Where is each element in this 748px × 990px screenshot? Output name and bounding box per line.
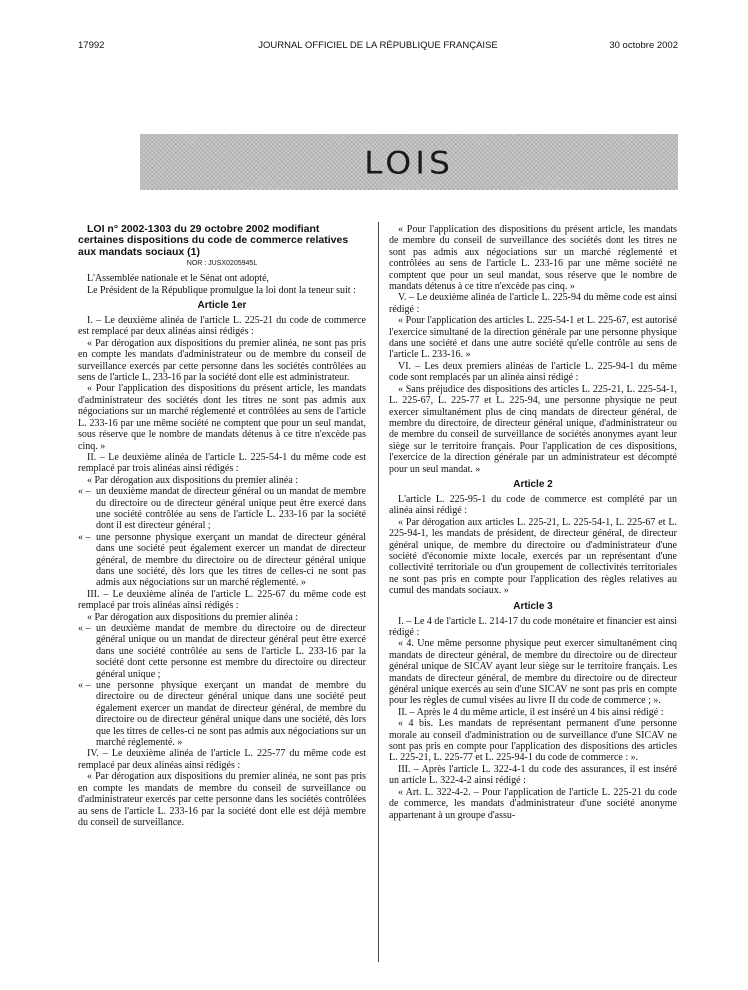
article-heading: Article 3 — [513, 600, 553, 612]
dash-text: un deuxième mandat de membre du directoire ou de directeur général unique ou un mandat de directeur général peut être exercé dans une société contrôlée au sens de l'article L. 233-16 par la société dont cette personne est membre du directoire ou directeur général unique ; — [96, 623, 366, 680]
dash-item — [78, 532, 366, 589]
paragraph: V. – Le deuxième alinéa de l'article L. 225-94 du même code est ainsi rédigé : — [389, 292, 677, 315]
paragraph: II. – Le deuxième alinéa de l'article L. 225-54-1 du même code est remplacé par trois alinéas ainsi rédigés : — [78, 451, 366, 475]
page-number: 17992 — [78, 40, 105, 51]
nor-reference: NOR : JUSX0205945L — [186, 260, 258, 268]
paragraph: « Par dérogation aux articles L. 225-21, L. 225-54-1, L. 225-67 et L. 225-94-1, les mandats de président, de directeur général, de directeur général unique, de membre du directoire ou d'administrateur d'une société d'économie mixte locale, exercés par un représentant d'une collectivité territoriale ou d'un groupement de collectivités territoriales ne sont pas pris en compte pour l'application des règles relatives au cumul des mandats sociaux. » — [389, 516, 677, 597]
dash-marker: « – — [78, 531, 91, 543]
left-column — [78, 224, 366, 960]
paragraph: VI. – Les deux premiers alinéas de l'article L. 225-94-1 du même code sont remplacés par un alinéa ainsi rédigé : — [389, 360, 677, 384]
paragraph: « 4 bis. Les mandats de représentant permanent d'une personne morale au conseil d'administration ou de surveillance d'une SICAV ne sont pas pris en compte pour l'application des dispositions des articles L. 225-21, L. 225-77 et L. 225-94-1 du code de commerce : ». — [389, 718, 677, 764]
running-header — [78, 40, 678, 56]
article-heading: Article 2 — [513, 478, 553, 490]
paragraph: « Par dérogation aux dispositions du premier alinéa, ne sont pas pris en compte les mandats de membre du conseil de surveillance ou d'administrateur exercés par cette personne dans les sociétés contrôlées au sens de l'article L. 233-16 par la société dont elle est déjà membre du conseil de surveillance. — [78, 771, 366, 828]
paragraph: « 4. Une même personne physique peut exercer simultanément cinq mandats de directeur général, de membre du directoire ou de directeur général unique de SICAV ayant leur siège sur le territoire français. Les mandats de directeur général, de membre du directoire ou de directeur général unique exercés au sein d'une SICAV ne sont pas pris en compte pour les règles de cumul visées au livre II du code de commerce ; ». — [389, 638, 677, 707]
paragraph: « Art. L. 322-4-2. – Pour l'application de l'article L. 225-21 du code de commerce, les mandats d'administrateur d'une société anonyme appartenant à un groupe d'assu- — [389, 786, 677, 821]
issue-date: 30 octobre 2002 — [609, 40, 678, 51]
article-heading: Article 1er — [197, 300, 247, 312]
section-banner — [140, 134, 678, 190]
paragraph: Le Président de la République promulgue la loi dont la teneur suit : — [87, 284, 356, 296]
paragraph: « Pour l'application des articles L. 225-54-1 et L. 225-67, est autorisé l'exercice simultané de la direction générale par une personne physique dans une société et dans une autre société qu'elle contrôle au sens de l'article L. 233-16. » — [389, 315, 677, 361]
paragraph: II. – Après le 4 du même article, il est inséré un 4 bis ainsi rédigé : — [398, 706, 664, 718]
paragraph: « Par dérogation aux dispositions du premier alinéa, ne sont pas pris en compte les mandats d'administrateur ou de membre du conseil de surveillance exercés par cette personne dans les sociétés contrôlées au sens de l'article L. 233-16 par la société dont elle est administrateur. — [78, 337, 366, 384]
dash-marker: « – — [78, 623, 91, 634]
dash-text: une personne physique exerçant un mandat de membre du directoire ou de directeur général unique dans une société peut également exercer un mandat de directeur général, de membre du directoire ou de directeur général unique dans une société, dès lors que les titres de celles-ci ne sont pas admis aux négociations sur un marché réglementé. » — [96, 680, 366, 749]
dash-item — [78, 486, 366, 532]
paragraph: « Par dérogation aux dispositions du premier alinéa : — [87, 611, 299, 623]
dash-marker: « – — [78, 486, 91, 498]
law-title: LOI n° 2002-1303 du 29 octobre 2002 modifiant certaines dispositions du code de commerce relatives aux mandats sociaux (1) — [78, 224, 349, 258]
column-divider — [378, 222, 379, 962]
journal-title: JOURNAL OFFICIEL DE LA RÉPUBLIQUE FRANÇAISE — [258, 40, 498, 51]
paragraph: « Par dérogation aux dispositions du premier alinéa : — [87, 474, 299, 486]
paragraph: I. – Le 4 de l'article L. 214-17 du code monétaire et financier est ainsi rédigé : — [389, 615, 677, 638]
dash-item — [78, 623, 366, 680]
paragraph: L'article L. 225-95-1 du code de commerce est complété par un alinéa ainsi rédigé : — [389, 493, 677, 517]
paragraph: I. – Le deuxième alinéa de l'article L. 225-21 du code de commerce est remplacé par deux alinéas ainsi rédigés : — [78, 315, 366, 338]
section-banner-title: LOIS — [364, 143, 454, 182]
paragraph: L'Assemblée nationale et le Sénat ont adopté, — [87, 273, 270, 285]
dash-marker: « – — [78, 680, 91, 692]
dash-text: une personne physique exerçant un mandat de directeur général dans une société peut également exercer un mandat de directeur général, de membre du directoire ou de directeur général unique dans une société, dès lors que les titres de celles-ci ne sont pas admis aux négociations sur un marché réglementé. » — [96, 531, 366, 589]
paragraph: « Pour l'application des dispositions du présent article, les mandats d'administrateur des sociétés dont les titres ne sont pas admis aux négociations sur un marché réglementé et contrôlées au sens de l'article L. 233-16 par une même société ne comptent que pour un seul mandat, sous réserve que le nombre de mandats détenus à ce titre n'excède pas cinq. » — [78, 383, 366, 452]
paragraph: IV. – Le deuxième alinéa de l'article L. 225-77 du même code est remplacé par deux alinéas ainsi rédigés : — [78, 748, 366, 771]
paragraph: III. – Le deuxième alinéa de l'article L. 225-67 du même code est remplacé par trois alinéas ainsi rédigés : — [78, 588, 366, 612]
dash-text: un deuxième mandat de directeur général ou un mandat de membre du directoire ou de directeur général unique peut être exercé dans une société contrôlée au sens de l'article L. 233-16 par la société dont il est directeur général ; — [96, 486, 366, 532]
right-column — [389, 224, 677, 960]
paragraph: « Sans préjudice des dispositions des articles L. 225-21, L. 225-54-1, L. 225-67, L. 225-77 et L. 225-94, une personne physique ne peut exercer simultanément plus de cinq mandats de directeur général, de membre du directoire, de directeur général unique, d'administrateur ou de membre du conseil de surveillance de sociétés anonymes ayant leur siège sur le territoire français. Pour l'application de ces dispositions, l'exercice de la direction générale par un administrateur est décompté pour un seul mandat. » — [389, 383, 677, 475]
paragraph: III. – Après l'article L. 322-4-1 du code des assurances, il est inséré un article L. 322-4-2 ainsi rédigé : — [389, 763, 677, 787]
dash-item — [78, 680, 366, 748]
paragraph: « Pour l'application des dispositions du présent article, les mandats de membre du conseil de surveillance des sociétés dont les titres ne sont pas admis aux négociations sur un marché réglementé et contrôlées au sens de l'article L. 233-16 par une même société ne comptent que pour un seul mandat, sous réserve que le nombre de mandats détenus à ce titre n'excède pas cinq. » — [389, 224, 677, 293]
